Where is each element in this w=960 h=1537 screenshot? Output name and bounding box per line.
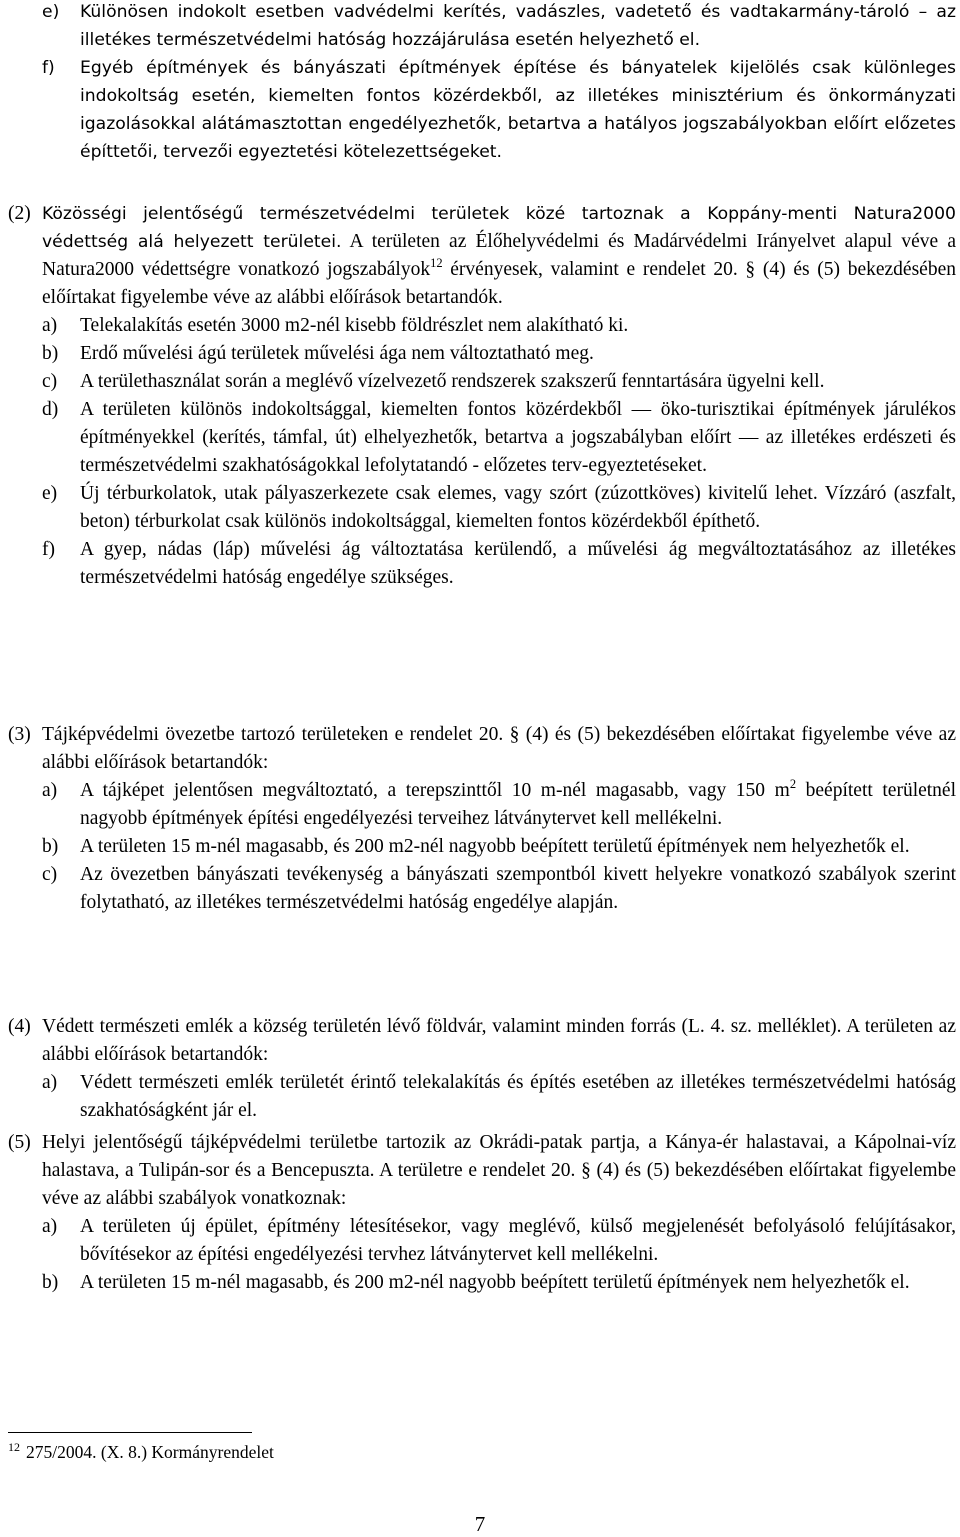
item-text: Különösen indokolt esetben vadvédelmi kerítés, vadászles, vadetető és vadtakarmány-tároló – az illetékes természetvédelmi hatóság hozzájárulása esetén helyezhető el.	[80, 2, 956, 50]
item-text: A gyep, nádas (láp) művelési ág változtatása kerülendő, a művelési ág megváltoztatásához az illetékes természetvédelmi hatóság engedélye szükséges.	[80, 539, 956, 588]
list-item	[42, 396, 956, 480]
paragraph-intro-b: A területen az Élőhelyvédelmi és Madárvédelmi Irányelvet alapul véve a Natura2000 védettségre vonatkozó jogszabályok	[42, 231, 956, 280]
item-text: A területen új épület, építmény létesítésekor, vagy meglévő, külső megjelenését befolyásoló felújításakor, bővítésekor az építési engedélyezési tervhez látványtervet kell mellékelni.	[80, 1216, 956, 1265]
item-text: A területen különös indokoltsággal, kiemelten fontos közérdekből — öko-turisztikai építmények járulékos építményekkel (kerítés, támfal, út) elhelyezhetők, betartva a jogszabályban előírt — az illetékes erdészeti és természetvédelmi szakhatóságokkal lefolytatandó - előzetes terv-egyeztetéseket.	[80, 399, 956, 476]
item-label: a)	[42, 315, 58, 336]
item-text: Erdő művelési ágú területek művelési ága nem változtatható meg.	[80, 343, 594, 364]
item-text: A területen 15 m-nél magasabb, és 200 m2-nél nagyobb beépített területű építmények nem helyezhetők el.	[80, 836, 910, 857]
item-label: a)	[42, 780, 58, 801]
paragraph-intro: Tájképvédelmi övezetbe tartozó területeken e rendelet 20. § (4) és (5) bekezdésében előírtakat figyelembe véve az alábbi előírások betartandók:	[42, 724, 956, 773]
paragraph-intro-a: Közösségi jelentőségű természetvédelmi területek közé tartoznak a Koppány-menti Natura2000 védettség alá helyezett területei.	[42, 204, 956, 252]
list-item	[42, 1069, 956, 1125]
item-text: Új térburkolatok, utak pályaszerkezete csak elemes, vagy szórt (zúzottköves) kivitelű lehet. Vízzáró (aszfalt, beton) térburkolat csak különös indokoltsággal, kiemelten fontos közérdekből építhető.	[80, 483, 956, 532]
item-label: b)	[42, 836, 59, 857]
list-item	[42, 777, 956, 833]
page-number: 7	[474, 1512, 486, 1536]
footnote-reference: 12	[430, 256, 443, 270]
item-label: d)	[42, 399, 59, 420]
item-text: A területhasználat során a meglévő vízelvezető rendszerek szakszerű fenntartására ügyelni kell.	[80, 371, 825, 392]
list-item	[42, 340, 956, 368]
item-text: Az övezetben bányászati tevékenység a bányászati szempontból kivett helyekre vonatkozó szabályok szerint folytatható, az illetékes természetvédelmi hatóság engedélye alapján.	[80, 864, 956, 913]
item-label: c)	[42, 864, 58, 885]
item-text: Telekalakítás esetén 3000 m2-nél kisebb földrészlet nem alakítható ki.	[80, 315, 629, 336]
footnote-text: 275/2004. (X. 8.) Kormányrendelet	[26, 1442, 274, 1462]
list-item	[42, 1213, 956, 1269]
superscript: 2	[789, 777, 797, 791]
item-label: e)	[42, 2, 60, 22]
footnote-separator	[8, 1432, 252, 1433]
paragraph-4	[8, 1013, 956, 1125]
paragraph-number: (2)	[8, 203, 31, 224]
item-label: e)	[42, 483, 58, 504]
list-item	[42, 833, 956, 861]
item-label: b)	[42, 1272, 59, 1293]
item-label: b)	[42, 343, 59, 364]
item-text: beépített területnél nagyobb építmények építési engedélyezési terveihez látványtervet kell mellékelni.	[80, 780, 957, 829]
paragraph-intro: Védett természeti emlék a község területén lévő földvár, valamint minden forrás (L. 4. sz. melléklet). A területen az alábbi előírások betartandók:	[42, 1016, 956, 1065]
item-label: a)	[42, 1216, 58, 1237]
item-text: Védett természeti emlék területét érintő telekalakítás és építés esetében az illetékes természetvédelmi hatóság szakhatóságként jár el.	[80, 1072, 956, 1121]
paragraph-5	[8, 1129, 956, 1297]
list-item	[42, 536, 956, 592]
list-item	[42, 368, 956, 396]
paragraph-number: (4)	[8, 1016, 31, 1037]
item-text: Egyéb építmények és bányászati építmények építése és bányatelek kijelölés csak különleges indokoltság esetén, kiemelten fontos közérdekből, az illetékes minisztérium és önkormányzati igazolásokkal alátámasztottan engedélyezhetők, betartva a hatályos jogszabályokban előírt előzetes építtetői, tervezői egyeztetési kötelezettségeket.	[80, 58, 956, 162]
list-item	[42, 861, 956, 917]
list-item	[42, 480, 956, 536]
list-item	[42, 1269, 956, 1297]
paragraph-intro: Helyi jelentőségű tájképvédelmi területbe tartozik az Okrádi-patak partja, a Kánya-ér halastavai, a Kápolnai-víz halastava, a Tulipán-sor és a Bencepuszta. A területre e rendelet 20. § (4) és (5) bekezdésében előírtakat figyelembe véve az alábbi szabályok vonatkoznak:	[42, 1132, 956, 1209]
continued-items	[8, 0, 956, 166]
paragraph-number: (5)	[8, 1132, 31, 1153]
paragraph-intro-c: érvényesek, valamint e rendelet 20. § (4) és (5) bekezdésében előírtakat figyelembe véve az alábbi előírások betartandók.	[42, 259, 956, 308]
footnote	[8, 1441, 274, 1463]
item-label: f)	[42, 539, 55, 560]
item-label: c)	[42, 371, 58, 392]
item-label: a)	[42, 1072, 58, 1093]
paragraph-number: (3)	[8, 724, 31, 745]
item-text: A tájképet jelentősen megváltoztató, a terepszinttől 10 m-nél magasabb, vagy 150 m	[80, 780, 790, 801]
list-item	[42, 0, 956, 54]
paragraph-3	[8, 721, 956, 917]
list-item	[42, 312, 956, 340]
item-label: f)	[42, 58, 55, 78]
footnote-mark: 12	[8, 1440, 20, 1454]
item-text: A területen 15 m-nél magasabb, és 200 m2-nél nagyobb beépített területű építmények nem helyezhetők el.	[80, 1272, 910, 1293]
list-item	[42, 54, 956, 166]
paragraph-2	[8, 200, 956, 592]
